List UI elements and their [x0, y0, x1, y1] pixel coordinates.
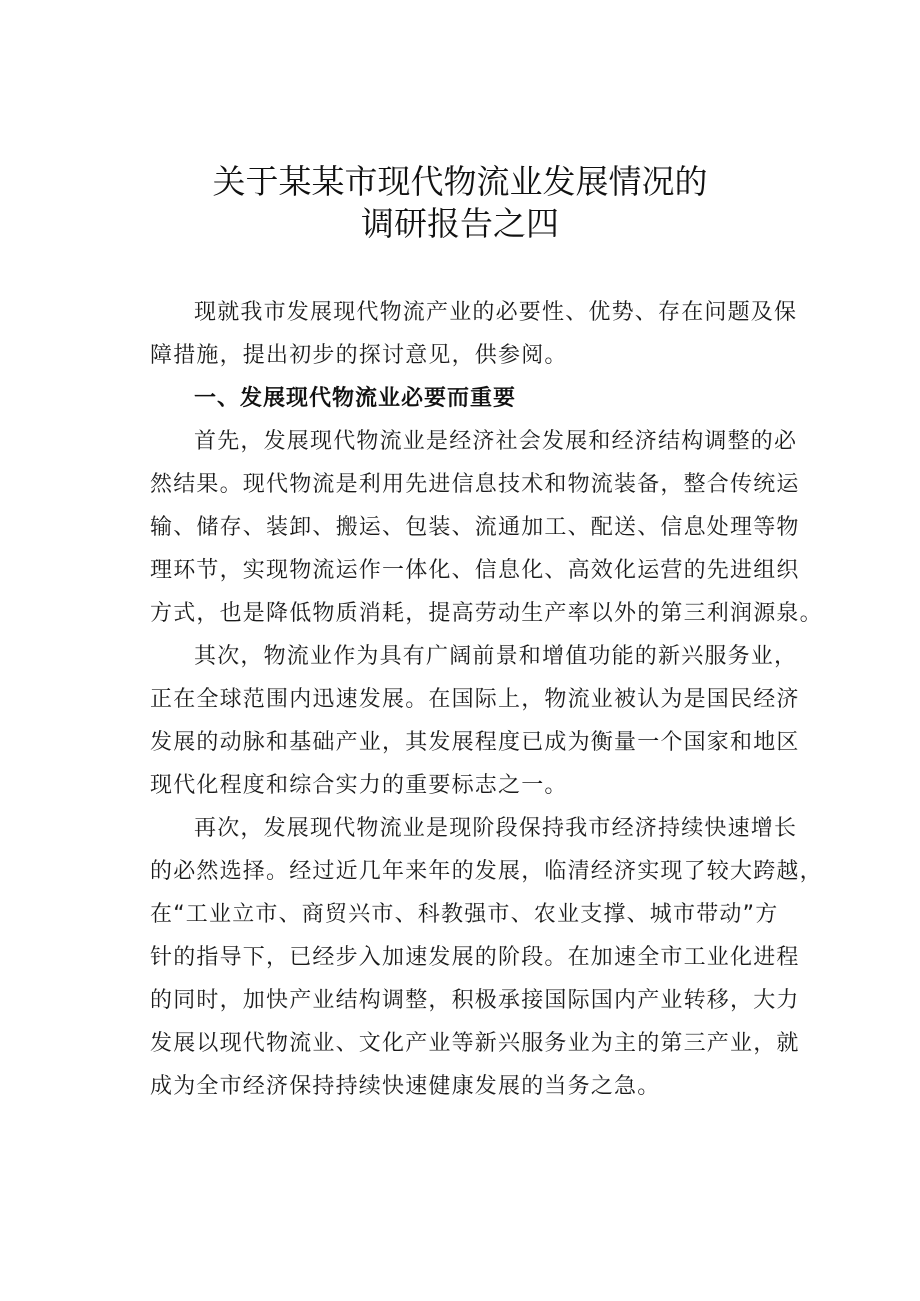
paragraph-line: 发展的动脉和基础产业，其发展程度已成为衡量一个国家和地区 — [150, 730, 800, 755]
paragraph-line: 障措施，提出初步的探讨意见，供参阅。 — [150, 343, 568, 368]
intro-paragraph — [150, 291, 810, 377]
body-paragraph-2 — [150, 635, 810, 807]
paragraph-line: 方式，也是降低物质消耗，提高劳动生产率以外的第三利润源泉。 — [150, 601, 823, 626]
paragraph-line: 现就我市发展现代物流产业的必要性、优势、存在问题及保 — [194, 300, 798, 325]
document-title-line1: 关于某某市现代物流业发展情况的 — [212, 162, 708, 201]
document-title-line2: 调研报告之四 — [361, 204, 559, 243]
paragraph-line: 其次，物流业作为具有广阔前景和增值功能的新兴服务业， — [194, 644, 798, 669]
paragraph-line: 发展以现代物流业、文化产业等新兴服务业为主的第三产业，就 — [150, 1031, 800, 1056]
body-paragraph-3 — [150, 807, 823, 1108]
paragraph-line: 输、储存、装卸、搬运、包装、流通加工、配送、信息处理等物 — [150, 515, 800, 540]
paragraph-line: 在“工业立市、商贸兴市、科教强市、农业支撑、城市带动”方 — [150, 902, 779, 927]
paragraph-line: 成为全市经济保持持续快速健康发展的当务之急。 — [150, 1074, 661, 1099]
paragraph-line: 现代化程度和综合实力的重要标志之一。 — [150, 773, 568, 798]
paragraph-line: 正在全球范围内迅速发展。在国际上，物流业被认为是国民经济 — [150, 687, 800, 712]
body-paragraph-1 — [150, 420, 823, 635]
paragraph-line: 再次，发展现代物流业是现阶段保持我市经济持续快速增长 — [194, 816, 798, 841]
paragraph-line: 针的指导下，已经步入加速发展的阶段。在加速全市工业化进程 — [150, 945, 800, 970]
paragraph-line: 然结果。现代物流是利用先进信息技术和物流装备，整合传统运 — [150, 472, 800, 497]
paragraph-line: 的必然选择。经过近几年来年的发展，临清经济实现了较大跨越， — [150, 859, 823, 884]
paragraph-line: 首先，发展现代物流业是经济社会发展和经济结构调整的必 — [194, 429, 798, 454]
section-heading: 一、发展现代物流业必要而重要 — [194, 386, 517, 411]
paragraph-line: 理环节，实现物流运作一体化、信息化、高效化运营的先进组织 — [150, 558, 800, 583]
paragraph-line: 的同时，加快产业结构调整，积极承接国际国内产业转移，大力 — [150, 988, 800, 1013]
